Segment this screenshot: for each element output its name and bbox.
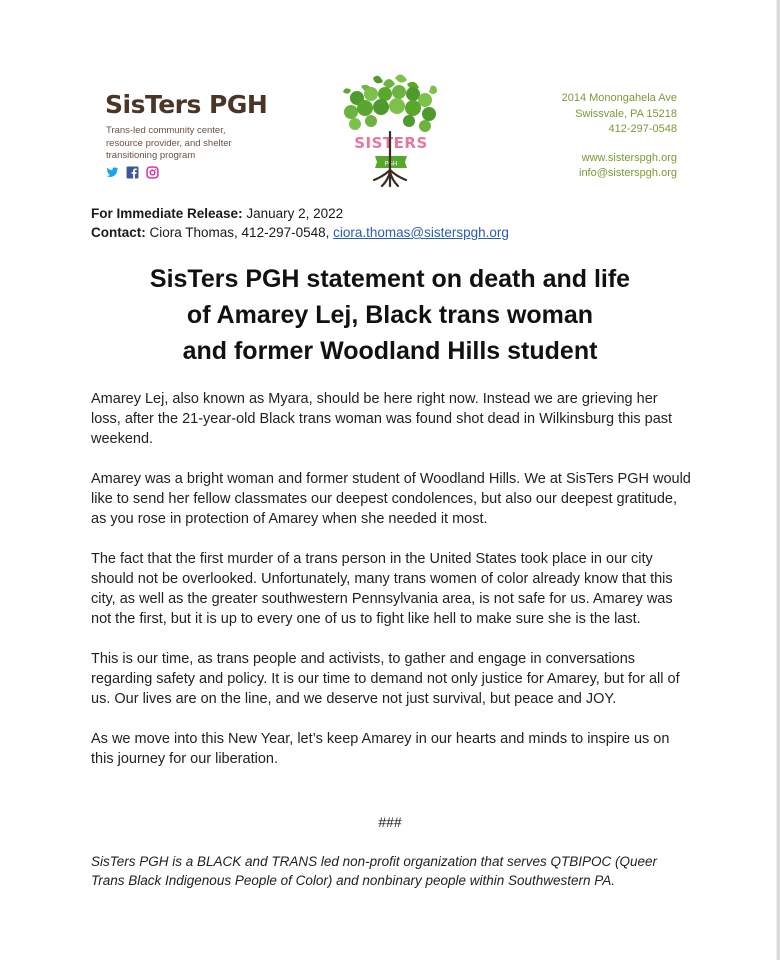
org-name: SisTers PGH: [105, 90, 268, 119]
social-links: [106, 166, 159, 179]
paragraph: Amarey Lej, also known as Myara, should be here right now. Instead we are grieving her loss, after the 21-year-old Black trans woman was found shot dead in Wilkinsburg this past weekend.: [91, 391, 673, 447]
paragraph: Amarey was a bright woman and former student of Woodland Hills. We at SisTers PGH would like to send her fellow classmates our deepest condolences, but also our deepest gratitude, as you rose in protection of Amarey when she needed it most.: [91, 471, 691, 527]
contact-email-link[interactable]: ciora.thomas@sisterspgh.org: [333, 225, 509, 240]
sisters-tree-logo: [335, 72, 447, 190]
contact-label: Contact:: [91, 225, 146, 240]
contact-text: Ciora Thomas, 412-297-0548,: [149, 225, 330, 240]
release-date: January 2, 2022: [246, 206, 344, 221]
headline-line-3: and former Woodland Hills student: [182, 337, 598, 365]
logo-ribbon-text: PGH: [384, 160, 398, 168]
tree-leaves-icon: [343, 74, 437, 132]
end-separator: ###: [378, 814, 402, 830]
website-link[interactable]: www.sisterspgh.org: [581, 151, 677, 164]
release-date-line: [91, 204, 509, 223]
body-text: [91, 389, 691, 789]
facebook-icon[interactable]: [126, 166, 139, 179]
paragraph: This is our time, as trans people and activists, to gather and engage in conversations regarding safety and policy. It is our time to demand not only justice for Amarey, but for all of us. Our lives are on the line, and we deserve not just survival, but peace and JOY.: [91, 651, 680, 707]
contact-spacer: [562, 138, 677, 151]
headline: [90, 261, 690, 369]
address-line-1: 2014 Monongahela Ave: [561, 92, 677, 104]
logo-text: SISTERS: [354, 134, 428, 152]
org-boilerplate: SisTers PGH is a BLACK and TRANS led non-profit organization that serves QTBIPOC (Queer Trans Black Indigenous People of Color) and nonbinary people within Southwestern PA.: [91, 854, 657, 888]
instagram-icon[interactable]: [146, 166, 159, 179]
contact-line: [91, 223, 509, 242]
release-meta: [91, 204, 509, 242]
paragraph: The fact that the first murder of a trans person in the United States took place in our city should not be overlooked. Unfortunately, many trans women of color already know that this city, as well as the greater southwestern Pennsylvania area, is not safe for us. Amarey was not the first, but it is up to every one of us to fight like hell to make sure she is the last.: [91, 551, 673, 627]
org-tagline: Trans-led community center, resource provider, and shelter transitioning program: [106, 125, 232, 161]
phone-number: 412-297-0548: [608, 123, 677, 135]
email-link[interactable]: info@sisterspgh.org: [579, 167, 677, 179]
release-label: For Immediate Release:: [91, 206, 243, 221]
address-line-2: Swissvale, PA 15218: [575, 107, 677, 120]
paragraph: As we move into this New Year, let’s keep Amarey in our hearts and minds to inspire us on this journey for our liberation.: [91, 731, 670, 767]
contact-block: [562, 91, 677, 182]
twitter-icon[interactable]: [106, 166, 119, 179]
headline-line-2: of Amarey Lej, Black trans woman: [186, 301, 594, 329]
headline-line-1: SisTers PGH statement on death and life: [149, 265, 631, 293]
